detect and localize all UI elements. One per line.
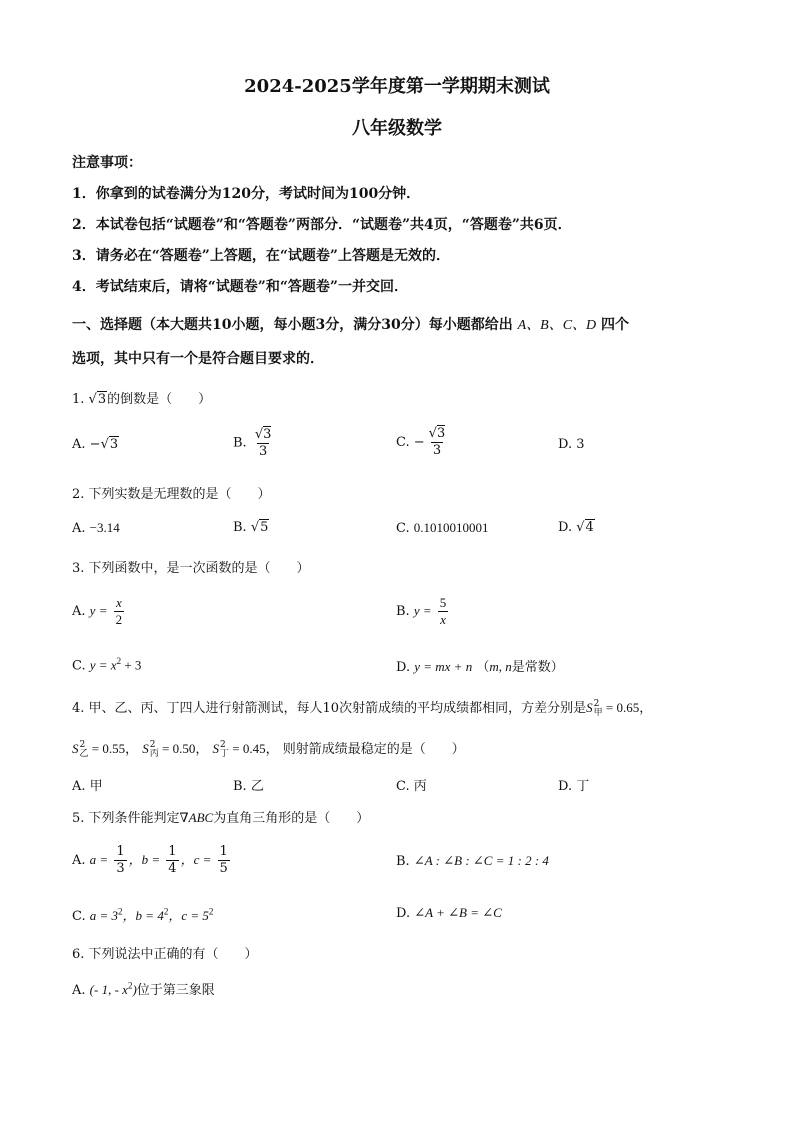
exponent: 2 xyxy=(127,980,133,991)
fraction xyxy=(114,595,125,628)
q1-option-b xyxy=(233,426,275,460)
option-label: B. xyxy=(396,854,410,869)
option-value: 丙 xyxy=(413,779,427,794)
variance-value: = 0.50， xyxy=(158,741,209,756)
q1-option-d xyxy=(558,437,585,452)
section-heading-text: 一、选择题（本大题共10小题，每小题3分，满分30分）每小题都给出 xyxy=(72,317,513,333)
sqrt-expression: √3 xyxy=(100,437,119,452)
expression: ∠A + ∠B = ∠C xyxy=(414,905,502,920)
question-3-stem: 3. 下列函数中，是一次函数的是（ ） xyxy=(72,561,310,576)
q3-option-a xyxy=(72,595,126,628)
q3-option-b xyxy=(396,595,450,628)
variance-scripts xyxy=(220,741,229,759)
option-label: D. xyxy=(558,437,573,452)
question-5-text: 5. 下列条件能判定 xyxy=(72,811,180,826)
note-item-2: 2．本试卷包括“试题卷”和“答题卷”两部分．“试题卷”共4页，“答题卷”共6页． xyxy=(72,217,572,233)
triangle-symbol: ∇ABC xyxy=(179,810,214,825)
q6-option-a xyxy=(72,979,215,998)
expression-part: + 3 xyxy=(121,657,142,673)
option-label: B. xyxy=(233,520,247,535)
denominator: x xyxy=(440,612,446,627)
option-value: 0.1010010001 xyxy=(413,520,489,535)
q4-option-b xyxy=(233,775,264,794)
section-option-letters: A、B、C、D xyxy=(517,318,597,333)
paren: （ xyxy=(476,660,490,675)
variance-scripts xyxy=(80,741,89,759)
expression: y = mx + n xyxy=(414,659,473,674)
exponent: 2 xyxy=(593,698,600,709)
option-label: A. xyxy=(72,521,86,536)
subscript: 丁 xyxy=(220,748,230,759)
q5-option-c xyxy=(72,905,213,924)
q2-option-b xyxy=(233,520,269,535)
option-value: 乙 xyxy=(250,779,264,794)
variance-value: = 0.45， xyxy=(229,741,279,756)
question-2-stem: 2. 下列实数是无理数的是（ ） xyxy=(72,487,271,502)
option-label: B. xyxy=(396,604,410,619)
exponent: 2 xyxy=(163,906,169,917)
option-value: 3 xyxy=(576,437,585,452)
radicand: 3 xyxy=(97,392,107,407)
denominator: 2 xyxy=(115,612,123,627)
q1-option-a xyxy=(72,437,119,452)
sqrt-expression: √4 xyxy=(576,520,594,535)
option-label: C. xyxy=(396,435,410,450)
numerator: 1 xyxy=(168,844,177,859)
section-heading-end: 四个 xyxy=(601,317,630,333)
notes-heading: 注意事项： xyxy=(72,155,142,171)
denominator: 4 xyxy=(168,861,177,876)
option-label: A. xyxy=(72,779,86,794)
numerator: 1 xyxy=(219,844,228,859)
denominator: 3 xyxy=(432,443,442,458)
variance-symbol: S xyxy=(212,741,219,756)
exam-title: 2024-2025学年度第一学期期末测试 xyxy=(244,76,550,97)
q2-option-d xyxy=(558,520,595,535)
q4-option-a xyxy=(72,775,103,794)
variance-value: = 0.65， xyxy=(602,700,653,715)
note-text: 是常数） xyxy=(511,660,564,675)
fraction: $\frac{√3}{3}$ xyxy=(428,426,446,458)
variance-value: = 0.55， xyxy=(88,741,139,756)
section-heading-line2: 选项，其中只有一个是符合题目要求的． xyxy=(72,351,324,367)
subscript: 丙 xyxy=(149,748,159,759)
exponent: 2 xyxy=(220,739,226,750)
exponent: 2 xyxy=(118,906,123,917)
option-label: C. xyxy=(72,909,86,924)
option-value: 甲 xyxy=(89,779,103,794)
expression-part: ，c = xyxy=(180,852,212,867)
option-label: A. xyxy=(72,853,86,868)
expression-part: ，b = 4 xyxy=(122,908,164,923)
option-label: A. xyxy=(72,604,86,619)
question-5-text: 为直角三角形的是（ ） xyxy=(213,811,370,826)
radicand: 3 xyxy=(109,437,119,452)
question-4-stem-line2 xyxy=(72,738,465,759)
variance-scripts xyxy=(150,741,159,759)
option-label: A. xyxy=(72,983,86,998)
question-5-stem xyxy=(72,807,369,826)
fraction xyxy=(438,595,449,628)
expression-part: a = 3 xyxy=(89,908,119,923)
q5-option-d xyxy=(396,905,502,921)
minus-sign: − xyxy=(89,437,101,452)
exponent: 2 xyxy=(208,906,214,917)
variance-symbol: S xyxy=(72,741,79,756)
fraction xyxy=(166,844,178,877)
exponent: 2 xyxy=(149,739,156,750)
section-heading-line1 xyxy=(72,314,629,334)
denominator: 5 xyxy=(219,861,228,876)
option-label: B. xyxy=(233,779,247,794)
exam-subtitle: 八年级数学 xyxy=(352,118,442,139)
subscript: 乙 xyxy=(79,748,89,759)
subscript: 甲 xyxy=(593,707,603,718)
q2-option-c xyxy=(396,520,489,536)
expression-part: a = xyxy=(89,852,109,867)
radicand: 4 xyxy=(585,520,594,535)
q3-option-d xyxy=(396,656,564,675)
expression-lhs: y = xyxy=(413,603,432,618)
numerator: x xyxy=(115,595,122,610)
expression-part: y = x xyxy=(89,657,117,673)
option-value: −3.14 xyxy=(89,520,120,535)
question-1-stem xyxy=(72,388,211,407)
variables: m, n xyxy=(489,659,512,674)
sqrt-expression: √3 xyxy=(88,392,107,407)
note-item-1: 1．你拿到的试卷满分为120分，考试时间为100分钟． xyxy=(72,186,421,202)
denominator: 3 xyxy=(258,444,268,459)
option-label: B. xyxy=(233,435,247,451)
option-label: D. xyxy=(396,660,411,675)
option-label: D. xyxy=(558,779,573,794)
numerator-radicand: 3 xyxy=(436,426,446,441)
numerator: 5 xyxy=(439,595,447,610)
variance-symbol: S xyxy=(586,700,593,715)
option-value: 丁 xyxy=(576,779,590,794)
option-label: A. xyxy=(72,437,86,452)
question-4-text: 则射箭成绩最稳定的是（ ） xyxy=(282,742,465,757)
question-4-stem-line1 xyxy=(72,697,652,718)
question-1-number: 1. xyxy=(72,392,85,407)
denominator: 3 xyxy=(116,861,125,876)
radicand: 5 xyxy=(260,520,269,535)
q2-option-a xyxy=(72,520,120,536)
fraction xyxy=(114,844,126,877)
option-label: C. xyxy=(396,779,410,794)
point-expression: ) xyxy=(132,982,137,997)
q5-option-b xyxy=(396,853,549,869)
sqrt-expression: √5 xyxy=(250,520,269,535)
note-item-4: 4．考试结束后，请将“试题卷”和“答题卷”一并交回． xyxy=(72,279,408,295)
numerator-radicand: 3 xyxy=(263,427,272,442)
exponent: 2 xyxy=(116,656,122,666)
numerator: 1 xyxy=(116,844,125,859)
question-4-text: 4. 甲、乙、丙、丁四人进行射箭测试，每人10次射箭成绩的平均成绩都相同，方差分别是 xyxy=(72,701,587,716)
exponent: 2 xyxy=(79,739,86,750)
option-label: C. xyxy=(396,521,410,536)
option-label: D. xyxy=(396,906,411,921)
question-6-stem: 6. 下列说法中正确的有（ ） xyxy=(72,947,258,962)
minus-sign: − xyxy=(413,435,425,450)
q5-option-a xyxy=(72,844,232,877)
note-item-3: 3．请务必在“答题卷”上答题，在“试题卷”上答题是无效的． xyxy=(72,248,450,264)
q4-option-c xyxy=(396,775,427,794)
question-1-text: 的倒数是（ ） xyxy=(107,392,212,407)
q4-option-d xyxy=(558,775,589,794)
expression-part: ，b = xyxy=(128,852,161,867)
fraction: $\frac{√3}{3}$ xyxy=(254,427,272,459)
q3-option-c xyxy=(72,656,141,673)
expression-part: ，c = 5 xyxy=(168,908,209,923)
option-label: D. xyxy=(558,520,573,535)
option-label: C. xyxy=(72,658,86,674)
variance-scripts xyxy=(594,700,603,718)
expression-lhs: y = xyxy=(89,603,108,618)
option-text: 位于第三象限 xyxy=(136,983,215,998)
fraction xyxy=(218,844,230,877)
q1-option-c xyxy=(396,426,449,459)
variance-symbol: S xyxy=(142,741,149,756)
point-expression: (- 1, - x xyxy=(89,982,128,997)
expression: ∠A : ∠B : ∠C = 1 : 2 : 4 xyxy=(413,853,549,868)
